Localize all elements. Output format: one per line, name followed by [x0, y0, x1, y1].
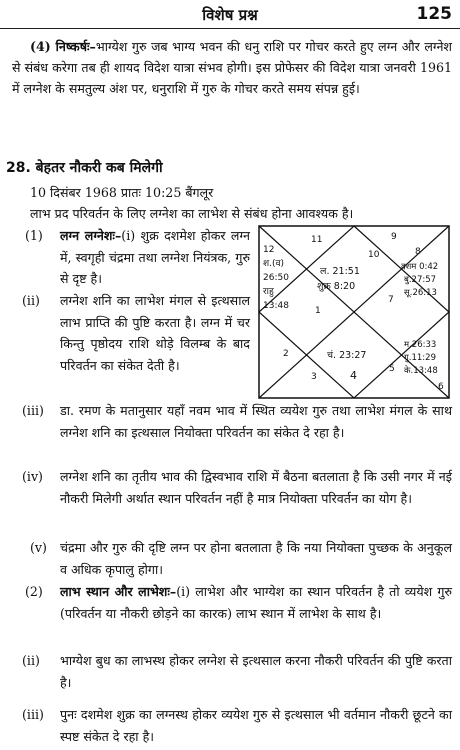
house-8-sun: सू.26:13 [404, 288, 437, 298]
item-number: (i) [176, 584, 191, 599]
house-9-label: 9 [391, 232, 397, 242]
page-number: 125 [416, 4, 452, 24]
house-4-label: 4 [350, 369, 357, 382]
point-2-i [25, 581, 452, 624]
item-text: पुनः दशमेश शुक्र का लग्नस्थ होकर व्ययेश गुरु से इत्थसाल भी वर्तमान नौकरी छूटने का स्पष्ट संकेत दे रहा है। [60, 707, 452, 744]
birth-details: 10 दिसंबर 1968 प्रातः 10:25 बैंगलूर [30, 185, 214, 200]
item-text: शुक्र दशमेश होकर लग्न में, स्वगृही चंद्रमा तथा लग्नेश नियंत्रक, गुरु से दृष्ट है। [60, 228, 250, 286]
house-8-label: 8 [415, 247, 421, 257]
conclusion-paragraph [12, 36, 452, 99]
house-6-mars: म.26:33 [404, 340, 437, 350]
conclusion-text: भाग्येश गुरु जब भाग्य भवन की धनु राशि पर गोचर करते हुए लग्न और लग्नेश से संबंध करेगा तब ही शायद विदेश यात्रा संभव होगी। इस प्रोफेसर की विदेश यात्रा जनवरी 1961 में लग्नेश के समतुल्य अंश पर, धनुराशि में गुरु के गोचर करते समय संपन्न हुई। [12, 39, 452, 96]
intro-line: लाभ प्रद परिवर्तन के लिए लग्नेश का लाभेश से संबंध होना आवश्यक है। [30, 206, 354, 221]
item-text: लग्नेश शनि का लाभेश मंगल से इत्थसाल लाभ प्राप्ति की पुष्टि करता है। लग्न में चर किन्तु पृष्ठोदय राशि थोड़े विलम्ब के बाद परिवर्तन का संकेत देती है। [60, 293, 250, 373]
point-1-v [30, 537, 452, 580]
house-10-label: 10 [368, 250, 380, 260]
item-text: लाभेश और भाग्येश का स्थान परिवर्तन है तो व्ययेश गुरु (परिवर्तन या नौकरी छोड़ने का कारक) लाभ स्थान में लाभेश के साथ है। [60, 584, 452, 621]
item-number: (v) [30, 540, 47, 555]
house-12-saturn-degree: 26:50 [263, 273, 289, 283]
house-6-ketu: के.13:48 [404, 366, 438, 376]
item-text: डा. रमण के मतानुसार यहाँ नवम भाव में स्थित व्ययेश गुरु तथा लाभेश मंगल के साथ लग्नेश शनि का इत्थसाल नियोक्ता परिवर्तन का संकेत दे रहा है। [60, 403, 452, 440]
item-number: (i) [121, 228, 136, 243]
conclusion-label: (4) निष्कर्षः– [30, 39, 96, 54]
house-1-center-label: 1 [315, 306, 321, 316]
point-2-heading: लाभ स्थान और लाभेशः– [60, 584, 177, 599]
house-8-mercury: बु.27:57 [404, 275, 437, 285]
item-text: लग्नेश शनि का तृतीय भाव की द्विस्वभाव राशि में बैठना बतलाता है कि उसी नगर में नई नौकरी मिलेगी अर्थात स्थान परिवर्तन नहीं है मात्र नियोक्ता परिवर्तन का योग है। [60, 469, 452, 506]
item-number: (ii) [22, 293, 40, 308]
point-2-iii [22, 704, 452, 747]
house-3-label: 3 [311, 372, 317, 382]
house-6-jupiter: गु.11:29 [404, 353, 436, 363]
house-11-label: 11 [311, 235, 323, 245]
house-12-rahu-degree: 13:48 [263, 301, 289, 311]
point-1-heading: लग्न लग्नेशः– [60, 228, 122, 243]
running-title: विशेष प्रश्न [202, 6, 258, 24]
page-header [0, 2, 460, 29]
point-2-ii [22, 650, 452, 693]
item-number: (iv) [22, 469, 43, 484]
item-number: (iii) [22, 707, 44, 722]
house-1-lagna: ल. 21:51 [320, 266, 360, 277]
point-1-iii [22, 400, 452, 443]
point-2-number: (2) [25, 584, 43, 599]
point-1-ii [22, 290, 250, 376]
house-12-saturn: श.(व) [263, 259, 285, 269]
item-number: (iii) [22, 403, 44, 418]
item-text: चंद्रमा और गुरु की दृष्टि लग्न पर होना बतलाता है कि नया नियोक्ता पुच्छक के अनुकूल व अधिक कृपालु होगा। [60, 540, 452, 577]
section-heading: 28. बेहतर नौकरी कब मिलेगी [6, 160, 163, 176]
house-6-label: 6 [438, 382, 444, 392]
house-2-label: 2 [283, 349, 289, 359]
house-4-moon: चं. 23:27 [327, 350, 367, 361]
item-text: भाग्येश बुध का लाभस्थ होकर लग्नेश से इत्थसाल करना नौकरी परिवर्तन की पुष्टि करता है। [60, 653, 452, 690]
point-1-number: (1) [25, 228, 43, 243]
house-12-rahu: राहु [263, 287, 274, 297]
house-5-label: 5 [389, 364, 395, 374]
birth-chart [258, 225, 450, 399]
house-12-label: 12 [263, 245, 275, 255]
house-1-venus: शुक्र 8:20 [317, 281, 356, 292]
house-8-dasham: दशम 0:42 [401, 262, 439, 272]
point-1-i [25, 225, 250, 290]
house-7-label: 7 [388, 295, 394, 305]
item-number: (ii) [22, 653, 40, 668]
point-1-iv [22, 466, 452, 509]
